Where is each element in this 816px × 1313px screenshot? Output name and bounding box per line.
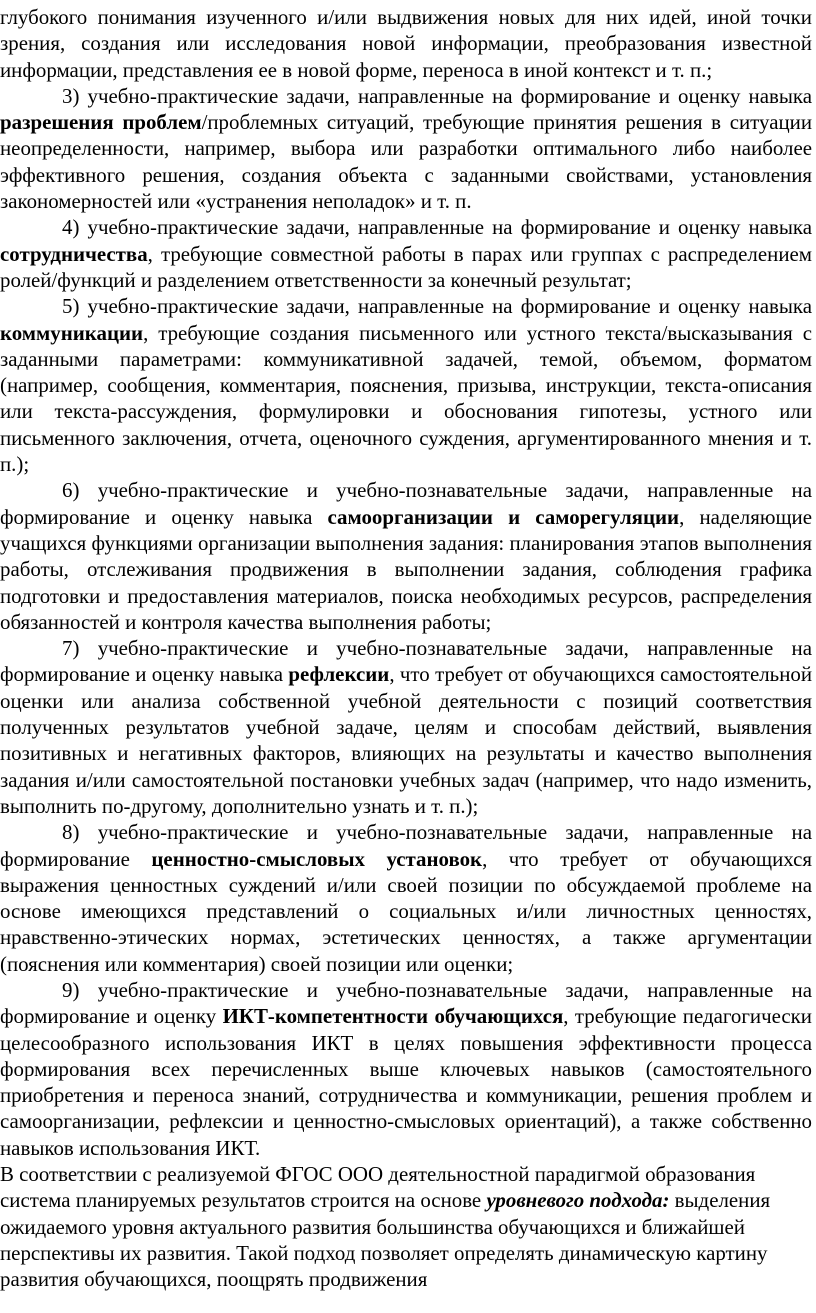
list-item-text: 9) учебно-практические и учебно-познавательные задачи, направленные на формирование и оценку <box>0 977 812 1029</box>
list-item-self-organization <box>0 477 812 635</box>
list-item-text: 7) учебно-практические и учебно-познавательные задачи, направленные на формирование и оценку навыка <box>0 636 812 687</box>
bold-term: сотрудничества <box>0 241 148 266</box>
bold-term: ИКТ-компетентности обучающихся <box>222 1004 564 1029</box>
list-item-reflection <box>0 635 812 819</box>
bold-term: самоорганизации и саморегуляции <box>327 504 680 529</box>
list-item-text: , что требует от обучающихся выражения ценностных суждений и/или своей позиции по обсуждаемой проблеме на основе имеющихся представлений о социальных и/или личностных ценностях, нравственно-этических нормах, эстетических ценностях, а также аргументации (пояснения или комментария) своей позиции или оценки; <box>0 846 812 976</box>
list-item-text: , наделяющие учащихся функциями организации выполнения задания: планирования этапов выполнения работы, отслеживания продвижения в выполнении задания, соблюдения графика подготовки и предоставления материалов, поиска необходимых ресурсов, распределения обязанностей и контроля качества выполнения работы; <box>0 504 812 634</box>
list-item-value-attitudes <box>0 819 812 977</box>
list-item-text: 8) учебно-практические и учебно-познавательные задачи, направленные на формирование <box>0 820 812 871</box>
paragraph-level-approach <box>0 1161 812 1292</box>
list-item-text: , требующие педагогически целесообразного использования ИКТ в целях повышения эффективности процесса формирования всех перечисленных выше ключевых навыков (самостоятельного приобретения и переноса знаний, сотрудничества и коммуникации, решения проблем и самоорганизации, рефлексии и ценностно-смысловых ориентаций), а также собственно навыков использования ИКТ. <box>0 1004 812 1160</box>
list-item-text: , требующие совместной работы в парах или группах с распределением ролей/функций и разделением ответственности за конечный результат; <box>0 241 812 292</box>
paragraph-text: В соответствии с реализуемой ФГОС ООО деятельностной парадигмой образования система планируемых результатов строится на основе <box>0 1162 756 1213</box>
list-item-text: , требующие создания письменного или устного текста/высказывания с заданными параметрами: коммуникативной задачей, темой, объемом, форматом (например, сообщения, комментария, пояснения, призыва, инструкции, текста-описания или текста-рассуждения, формулировки и обоснования гипотезы, устного или письменного заключения, отчета, оценочного суждения, аргументированного мнения и т. п.); <box>0 320 812 477</box>
paragraph-text: глубокого понимания изученного и/или выдвижения новых для них идей, иной точки зрения, создания или исследования новой информации, преобразования известной информации, представления ее в новой форме, переноса в иной контекст и т. п.; <box>0 5 812 82</box>
list-item-text: /проблемных ситуаций, требующие принятия решения в ситуации неопределенности, например, выбора или разработки оптимального либо наиболее эффективного решения, создания объекта с заданными свойствами, установления закономерностей или «устранения неполадок» и т. п. <box>0 110 813 214</box>
bold-term: рефлексии <box>288 662 390 687</box>
paragraph-continuation <box>0 4 812 83</box>
paragraph-text: выделения ожидаемого уровня актуального развития большинства обучающихся и ближайшей перспективы их развития. Такой подход позволяет определять динамическую картину развития обучающихся, поощрять продвижения <box>0 1188 771 1292</box>
list-item-communication <box>0 293 812 477</box>
bold-term: коммуникации <box>0 320 144 345</box>
bold-italic-term: уровневого подхода: <box>486 1188 670 1213</box>
bold-term: разрешения проблем <box>0 110 202 135</box>
list-item-cooperation <box>0 214 812 293</box>
list-item-problem-solving <box>0 83 812 214</box>
list-item-text: 3) учебно-практические задачи, направленные на формирование и оценку навыка <box>62 83 812 108</box>
list-item-text: , что требует от обучающихся самостоятельной оценки или анализа собственной учебной деятельности с позиций соответствия полученных результатов учебной задаче, целям и способам действий, выявления позитивных и негативных факторов, влияющих на результаты и качество выполнения задания и/или самостоятельной постановки учебных задач (например, что надо изменить, выполнить по-другому, дополнительно узнать и т. п.); <box>0 662 812 818</box>
list-item-text: 6) учебно-практические и учебно-познавательные задачи, направленные на формирование и оценку навыка <box>0 478 812 529</box>
list-item-text: 4) учебно-практические задачи, направленные на формирование и оценку навыка <box>62 215 812 240</box>
bold-term: ценностно-смысловых установок <box>151 846 483 871</box>
list-item-text: 5) учебно-практические задачи, направленные на формирование и оценку навыка <box>62 294 812 319</box>
list-item-ict-competence <box>0 977 812 1161</box>
